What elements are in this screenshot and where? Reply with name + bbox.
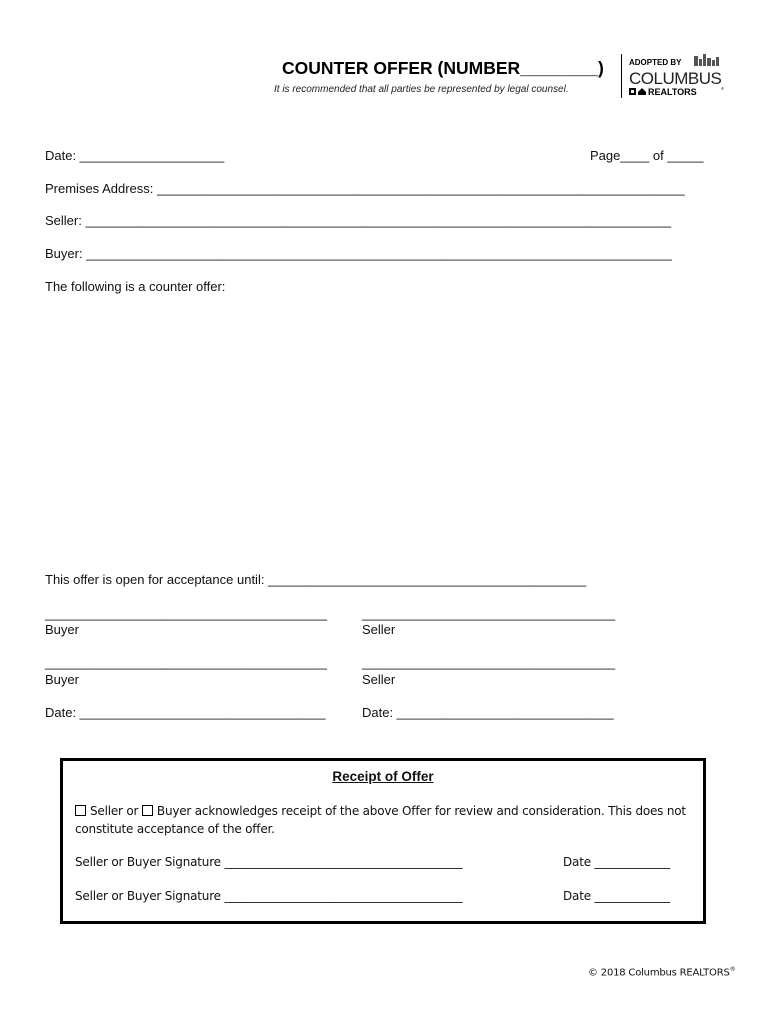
- receipt-acknowledgement: [75, 802, 699, 838]
- columbus-realtors-logo: [628, 54, 728, 98]
- seller-label-1: Seller: [362, 622, 396, 637]
- receipt-signature-line-1[interactable]: Seller or Buyer Signature _________________________________________: [75, 855, 463, 869]
- logo-top-text: ADOPTED BY: [629, 58, 682, 67]
- receipt-signature-line-2[interactable]: Seller or Buyer Signature _________________________________________: [75, 889, 463, 903]
- copyright-text: © 2018 Columbus REALTORS: [588, 967, 730, 979]
- logo-divider: [621, 54, 622, 98]
- realtor-mark-icon: [629, 88, 646, 95]
- buyer-date-field[interactable]: Date: __________________________________: [45, 705, 326, 720]
- page-count-field[interactable]: Page____ of _____: [590, 148, 704, 163]
- copyright-notice: [588, 966, 735, 978]
- receipt-of-offer-box: [60, 758, 706, 924]
- seller-checkbox[interactable]: [75, 805, 86, 816]
- receipt-date-line-1[interactable]: Date _____________: [563, 855, 670, 869]
- logo-registered-mark: ®: [721, 86, 724, 91]
- document-title: COUNTER OFFER (NUMBER________): [282, 58, 604, 78]
- skyline-icon: [694, 54, 719, 66]
- buyer-checkbox[interactable]: [142, 805, 153, 816]
- seller-signature-line-1[interactable]: ___________________________________: [362, 606, 616, 621]
- buyer-label-2: Buyer: [45, 672, 79, 687]
- logo-sub-brand: REALTORS: [648, 87, 697, 97]
- counter-offer-intro: The following is a counter offer:: [45, 279, 226, 294]
- legal-counsel-note: It is recommended that all parties be represented by legal counsel.: [274, 84, 569, 95]
- copyright-registered-mark: ®: [729, 966, 736, 973]
- buyer-field[interactable]: Buyer: _________________________________________________________________________________: [45, 246, 672, 261]
- seller-label-2: Seller: [362, 672, 396, 687]
- receipt-date-line-2[interactable]: Date _____________: [563, 889, 670, 903]
- seller-date-field[interactable]: Date: ______________________________: [362, 705, 614, 720]
- receipt-heading: Receipt of Offer: [332, 769, 434, 784]
- buyer-signature-line-1[interactable]: _______________________________________: [45, 606, 327, 621]
- buyer-acknowledgement-text: Buyer acknowledges receipt of the above Offer for review and consideration. This does not constitute acceptance of the offer.: [75, 804, 686, 836]
- buyer-label-1: Buyer: [45, 622, 79, 637]
- logo-brand: COLUMBUS: [629, 69, 722, 88]
- seller-field[interactable]: Seller: _________________________________________________________________________________: [45, 213, 672, 228]
- acceptance-deadline-field[interactable]: This offer is open for acceptance until: ____________________________________________: [45, 572, 587, 587]
- buyer-signature-line-2[interactable]: _______________________________________: [45, 655, 327, 670]
- seller-signature-line-2[interactable]: ___________________________________: [362, 655, 616, 670]
- date-field[interactable]: Date: ____________________: [45, 148, 225, 163]
- seller-option-label: Seller or: [90, 804, 139, 818]
- premises-address-field[interactable]: Premises Address: _________________________________________________________________________: [45, 181, 685, 196]
